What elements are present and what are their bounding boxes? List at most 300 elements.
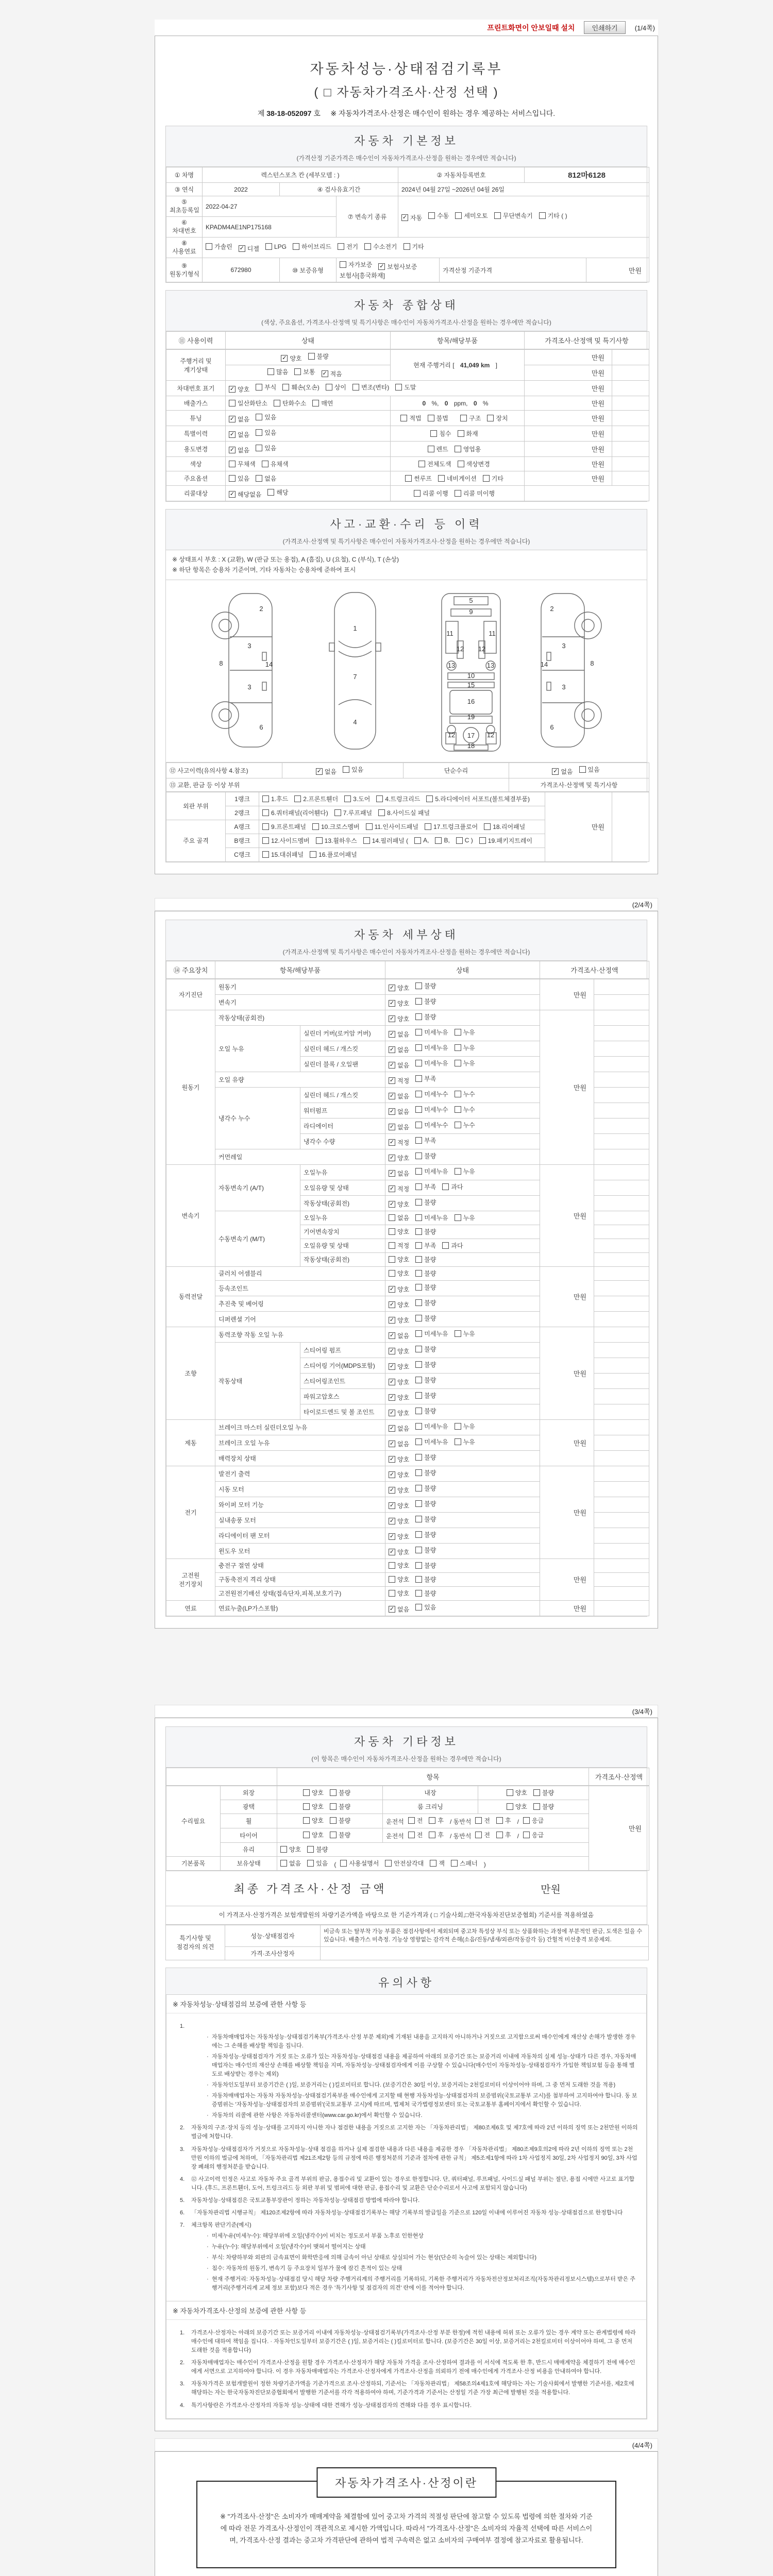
checkbox-양호[interactable]: ✓ 양호 — [389, 1486, 410, 1494]
checkbox-양호[interactable]: 양호 — [280, 1845, 301, 1854]
checkbox-양호[interactable]: 양호 — [507, 1788, 527, 1797]
checkbox-양호[interactable]: ✓ 양호 — [389, 984, 410, 992]
checkbox-불량[interactable]: 불량 — [330, 1802, 350, 1811]
car-damage-diagram — [166, 580, 647, 762]
checkbox-양호[interactable]: ✓ 양호 — [389, 1409, 410, 1417]
checkbox-미세누유[interactable]: 미세누유 — [415, 1437, 448, 1446]
table-cell: ⑧ 사용연료 — [166, 238, 203, 258]
checkbox-양호[interactable]: ✓ 양호 — [389, 1548, 410, 1556]
checkbox-미세누유[interactable]: 미세누유 — [415, 1059, 448, 1067]
checkbox-누수[interactable]: 누수 — [455, 1121, 475, 1129]
checkbox-가솔린[interactable]: 가솔린 — [206, 242, 232, 251]
state-code-legend — [166, 550, 647, 580]
checkbox-불량[interactable]: 불량 — [415, 1391, 436, 1400]
table-cell — [478, 1786, 589, 1800]
table-cell: 만원 — [589, 1786, 649, 1870]
checkbox-양호[interactable]: ✓ 양호 — [389, 1378, 410, 1386]
checkbox-양호[interactable]: 양호 — [389, 1561, 409, 1570]
checkbox-없음[interactable]: ✓ 없음 — [389, 1092, 410, 1100]
table-cell — [385, 1072, 540, 1087]
cautions-title: 유의사항 — [378, 1976, 434, 1989]
checkbox-6.쿼터패널(리어휀다)[interactable]: 6.쿼터패널(리어휀다) — [262, 808, 328, 817]
checkbox-부족[interactable]: 부족 — [415, 1074, 436, 1083]
checkbox-누수[interactable]: 누수 — [455, 1105, 475, 1114]
checkbox-불량[interactable]: 불량 — [415, 1499, 436, 1508]
table-cell: 유리 — [221, 1842, 277, 1856]
checkbox-5.라디에이터 서포트(볼트체결부품)[interactable]: 5.라디에이터 서포트(볼트체결부품) — [426, 794, 530, 803]
page-4 — [155, 2451, 658, 2576]
checkbox-불량[interactable]: 불량 — [415, 1515, 436, 1523]
diagram-part-14: 14 — [540, 660, 548, 668]
table-cell: 시동 모터 — [215, 1481, 385, 1497]
checkbox-불량[interactable]: 불량 — [415, 1406, 436, 1415]
checkbox-불법[interactable]: 불법 — [428, 414, 448, 422]
table-cell — [385, 1280, 540, 1296]
checkbox-누유[interactable]: 누유 — [455, 1329, 475, 1338]
checkbox-유채색[interactable]: 유채색 — [262, 460, 289, 468]
checkbox-후[interactable]: 후 — [429, 1816, 444, 1825]
checkbox-B,[interactable]: B, — [435, 837, 449, 844]
checkbox-상이[interactable]: 상이 — [326, 383, 346, 392]
checkbox-수동[interactable]: 수동 — [428, 211, 449, 220]
checkbox-해당없음[interactable]: ✓ 해당없음 — [229, 491, 262, 498]
table-cell: 제동 — [166, 1419, 215, 1466]
checkbox-전[interactable]: 전 — [408, 1816, 423, 1825]
checkbox-불량[interactable]: 불량 — [533, 1802, 554, 1811]
checkbox-매연[interactable]: 매연 — [312, 399, 333, 408]
checkbox-탄화수소[interactable]: 탄화수소 — [274, 399, 306, 408]
checkbox-부족[interactable]: 부족 — [415, 1136, 436, 1145]
checkbox-없음[interactable]: ✓ 없음 — [389, 1061, 410, 1069]
checkbox-과다[interactable]: 과다 — [442, 1182, 463, 1191]
checkbox-렌트[interactable]: 렌트 — [428, 445, 448, 453]
table-cell — [385, 1225, 540, 1239]
checkbox-불량[interactable]: 불량 — [415, 1376, 436, 1384]
checkbox-스패너[interactable]: 스패너 — [451, 1859, 478, 1868]
accident-ranks-table — [166, 792, 649, 862]
checkbox-장치[interactable]: 장치 — [487, 414, 508, 422]
checkbox-양호[interactable]: 양호 — [303, 1802, 324, 1811]
diagram-part-5: 5 — [468, 596, 473, 604]
table-cell: 오일유량 및 상태 — [300, 1180, 385, 1195]
table-cell: 고전원 전기장치 — [166, 1558, 215, 1600]
checkbox-전[interactable]: 전 — [408, 1831, 423, 1839]
diagram-part-1: 1 — [352, 624, 357, 632]
table-cell: ① 차명 — [166, 167, 203, 183]
checkbox-7.루프패널[interactable]: 7.루프패널 — [334, 808, 372, 817]
print-button[interactable]: 인쇄하기 — [584, 21, 625, 34]
checkbox-11.인사이드패널[interactable]: 11.인사이드패널 — [366, 822, 418, 831]
checkbox-적법[interactable]: 적법 — [400, 414, 421, 422]
diagram-part-18: 18 — [467, 741, 475, 750]
checkbox-양호[interactable]: ✓ 양호 — [389, 1015, 410, 1023]
table-cell — [594, 1450, 649, 1466]
table-cell — [226, 350, 391, 365]
checkbox-양호[interactable]: ✓ 양호 — [389, 1517, 410, 1525]
checkbox-없음[interactable]: ✓ 없음 — [389, 1108, 410, 1115]
table-cell: 항목 — [277, 1768, 589, 1785]
checkbox-부족[interactable]: 부족 — [415, 1182, 436, 1191]
checkbox-있음[interactable]: 있음 — [229, 474, 249, 483]
checkbox-양호[interactable]: 양호 — [389, 1589, 409, 1598]
table-cell: 만원 — [540, 1266, 594, 1327]
caution-item: 1. — [180, 2023, 185, 2029]
table-cell — [385, 1195, 540, 1211]
table-cell: 외장 — [221, 1786, 277, 1800]
table-cell: 운전석 전 후 / 동반석 전 후 / 응급 — [383, 1828, 589, 1842]
table-cell — [594, 1164, 649, 1180]
checkbox-C )[interactable]: C ) — [456, 837, 473, 844]
checkbox-사용설명서[interactable]: 사용설명서 — [340, 1859, 379, 1868]
caution-subitem: · 침수: 자동차의 원동기, 변속기 등 주요장치 일부가 물에 잠긴 흔적이 있는 상태 — [207, 2264, 638, 2273]
checkbox-1.후드[interactable]: 1.후드 — [262, 794, 288, 803]
checkbox-불량[interactable]: 불량 — [415, 1255, 436, 1264]
checkbox-누유[interactable]: 누유 — [455, 1213, 475, 1222]
checkbox-없음[interactable]: ✓ 없음 — [389, 1332, 410, 1340]
checkbox-양호[interactable]: ✓ 양호 — [229, 386, 250, 393]
checkbox-불량[interactable]: 불량 — [415, 1298, 436, 1307]
checkbox-자동[interactable]: ✓ 자동 — [402, 214, 423, 222]
checkbox-양호[interactable]: ✓ 양호 — [389, 1154, 410, 1162]
checkbox-부식[interactable]: 부식 — [256, 383, 276, 392]
diagram-part-8: 8 — [590, 659, 594, 667]
checkbox-있음[interactable]: 있음 — [307, 1859, 328, 1868]
checkbox-불량[interactable]: 불량 — [415, 1575, 436, 1584]
checkbox-A,[interactable]: A, — [414, 837, 429, 844]
checkbox-누유[interactable]: 누유 — [455, 1437, 475, 1446]
checkbox-세미오토[interactable]: 세미오토 — [455, 211, 488, 220]
table-cell: 없음 있음 ( 사용설명서 안전삼각대 잭 스패너 ) — [277, 1856, 589, 1870]
checkbox-9.프론트패널[interactable]: 9.프론트패널 — [262, 822, 306, 831]
checkbox-보통[interactable]: 보통 — [294, 367, 315, 376]
checkbox-미세누유[interactable]: 미세누유 — [415, 1028, 448, 1037]
table-cell: 만원 — [525, 350, 612, 365]
checkbox-양호[interactable]: ✓ 양호 — [389, 1455, 410, 1463]
checkbox-미세누유[interactable]: 미세누유 — [415, 1213, 448, 1222]
table-cell: 상태 — [226, 332, 391, 349]
checkbox-침수[interactable]: 침수 — [430, 429, 451, 438]
checkbox-불량[interactable]: 불량 — [415, 1151, 436, 1160]
table-cell: 가격조사·산정액 — [589, 1768, 649, 1785]
checkbox-19.패키지트레이[interactable]: 19.패키지트레이 — [479, 836, 532, 845]
table-cell — [391, 426, 525, 442]
section-overall-state — [165, 290, 647, 502]
checkbox-없음[interactable]: ✓ 없음 — [229, 431, 250, 438]
table-cell: 커먼레일 — [215, 1149, 385, 1164]
table-cell: 추진축 및 베어링 — [215, 1296, 385, 1311]
checkbox-없음[interactable]: ✓ 없음 — [553, 768, 573, 775]
checkbox-양호[interactable]: ✓ 양호 — [389, 1363, 410, 1370]
checkbox-양호[interactable]: 양호 — [389, 1255, 409, 1264]
checkbox-전체도색[interactable]: 전체도색 — [418, 460, 451, 468]
checkbox-불량[interactable]: 불량 — [330, 1831, 350, 1839]
checkbox-불량[interactable]: 불량 — [415, 1283, 436, 1292]
checkbox-전기[interactable]: 전기 — [338, 242, 358, 251]
checkbox-양호[interactable]: ✓ 양호 — [389, 1394, 410, 1401]
checkbox-3.도어[interactable]: 3.도어 — [344, 794, 370, 803]
table-cell: 항목/해당부품 — [391, 332, 525, 349]
checkbox-12.사이드멤버[interactable]: 12.사이드멤버 — [262, 836, 310, 845]
checkbox-기타[interactable]: 기타 — [483, 474, 503, 483]
checkbox-2.프론트휀더[interactable]: 2.프론트휀더 — [294, 794, 338, 803]
checkbox-없음[interactable]: ✓ 없음 — [389, 1123, 410, 1131]
table-cell: 만원 — [525, 457, 612, 471]
checkbox-양호[interactable]: 양호 — [389, 1269, 409, 1278]
table-cell: 만원 — [525, 442, 612, 457]
checkbox-불량[interactable]: 불량 — [415, 1561, 436, 1570]
table-cell: 광택 — [221, 1800, 277, 1814]
checkbox-적정[interactable]: ✓ 적정 — [389, 1139, 410, 1146]
checkbox-8.사이드실 패널[interactable]: 8.사이드실 패널 — [378, 808, 430, 817]
checkbox-불량[interactable]: 불량 — [415, 1589, 436, 1598]
table-cell — [594, 1103, 649, 1118]
checkbox-불량[interactable]: 불량 — [415, 981, 436, 990]
other-info-note: (이 항목은 매수인이 자동차가격조사·산정을 원하는 경우에만 적습니다) — [311, 1755, 501, 1762]
checkbox-구조[interactable]: 구조 — [460, 414, 481, 422]
checkbox-미세누유[interactable]: 미세누유 — [415, 1329, 448, 1338]
checkbox-무단변속기[interactable]: 무단변속기 — [494, 211, 533, 220]
checkbox-변조(변타)[interactable]: 변조(변타) — [352, 383, 389, 392]
checkbox-썬루프[interactable]: 썬루프 — [405, 474, 432, 483]
checkbox-도말[interactable]: 도말 — [395, 383, 416, 392]
checkbox-불량[interactable]: 불량 — [415, 1546, 436, 1554]
table-cell: 2024년 04월 27일 ~2026년 04월 26일 — [398, 183, 649, 196]
table-cell: 현재 주행거리 [ 41,049 km ] — [391, 350, 525, 381]
checkbox-없음[interactable]: ✓ 없음 — [389, 1046, 410, 1054]
checkbox-과다[interactable]: 과다 — [442, 1241, 463, 1250]
checkbox-양호[interactable]: ✓ 양호 — [389, 999, 410, 1007]
page-marker-3: (3/4쪽) — [155, 1705, 658, 1718]
checkbox-있음[interactable]: 있음 — [256, 428, 276, 437]
checkbox-있음[interactable]: 있음 — [579, 765, 600, 774]
checkbox-미세누유[interactable]: 미세누유 — [415, 1167, 448, 1176]
table-cell — [226, 471, 391, 486]
checkbox-양호[interactable]: 양호 — [303, 1831, 324, 1839]
checkbox-있음[interactable]: 있음 — [256, 444, 276, 452]
checkbox-양호[interactable]: ✓ 양호 — [282, 355, 302, 362]
checkbox-색상변경[interactable]: 색상변경 — [458, 460, 490, 468]
table-cell: 휠 — [221, 1814, 277, 1828]
checkbox-없음[interactable]: ✓ 없음 — [316, 768, 337, 775]
checkbox-없음[interactable]: ✓ 없음 — [389, 1605, 410, 1613]
checkbox-누유[interactable]: 누유 — [455, 1422, 475, 1431]
checkbox-불량[interactable]: 불량 — [415, 1227, 436, 1236]
checkbox-전[interactable]: 전 — [475, 1816, 490, 1825]
detail-state-head-table — [166, 961, 649, 979]
checkbox-없음[interactable]: ✓ 없음 — [229, 416, 250, 423]
checkbox-양호[interactable]: 양호 — [389, 1227, 409, 1236]
checkbox-16.플로어패널[interactable]: 16.플로어패널 — [310, 850, 357, 859]
checkbox-LPG[interactable]: LPG — [265, 243, 287, 250]
table-cell — [166, 1768, 277, 1785]
checkbox-불량[interactable]: 불량 — [330, 1816, 350, 1825]
table-cell — [478, 1800, 589, 1814]
diagram-part-2: 2 — [549, 604, 554, 613]
checkbox-14.필러패널 ([interactable]: 14.필러패널 ( — [363, 836, 408, 845]
checkbox-누유[interactable]: 누유 — [455, 1167, 475, 1176]
table-cell: 타이어 — [221, 1828, 277, 1842]
checkbox-불량[interactable]: 불량 — [415, 997, 436, 1006]
checkbox-전[interactable]: 전 — [475, 1831, 490, 1839]
checkbox-불량[interactable]: 불량 — [415, 1345, 436, 1353]
table-cell — [385, 1327, 540, 1342]
table-cell: 충전구 절연 상태 — [215, 1558, 385, 1572]
checkbox-적정[interactable]: 적정 — [389, 1241, 409, 1250]
checkbox-해당[interactable]: 해당 — [267, 488, 288, 497]
checkbox-미세누유[interactable]: 미세누유 — [415, 1422, 448, 1431]
price-caution-list — [166, 2320, 646, 2418]
checkbox-화재[interactable]: 화재 — [458, 429, 478, 438]
checkbox-양호[interactable]: 양호 — [389, 1575, 409, 1584]
checkbox-불량[interactable]: 불량 — [415, 1530, 436, 1539]
checkbox-기타[interactable]: 기타 — [404, 242, 424, 251]
section-cautions — [165, 1968, 647, 2419]
detail-state-title: 자동차 세부상태 — [354, 928, 459, 941]
table-cell: 전기 — [166, 1466, 215, 1558]
checkbox-불량[interactable]: 불량 — [330, 1788, 350, 1797]
checkbox-응급[interactable]: 응급 — [523, 1816, 544, 1825]
checkbox-잭[interactable]: 잭 — [430, 1859, 445, 1868]
table-cell — [385, 1149, 540, 1164]
checkbox-불량[interactable]: 불량 — [533, 1788, 554, 1797]
price-basis-note: 이 가격조사·산정가격은 보험개발원의 차량기준가액을 바탕으로 한 기준가격과 ( □ 기술사회,□한국자동차진단보증협회) 기준서를 적용하였음 — [165, 1906, 647, 1925]
checkbox-불량[interactable]: 불량 — [415, 1269, 436, 1278]
table-cell — [226, 381, 525, 396]
checkbox-불량[interactable]: 불량 — [415, 1012, 436, 1021]
checkbox-후[interactable]: 후 — [429, 1831, 444, 1839]
checkbox-없음[interactable]: 없음 — [389, 1213, 409, 1222]
checkbox-불량[interactable]: 불량 — [415, 1360, 436, 1369]
table-cell — [612, 396, 649, 411]
checkbox-없음[interactable]: ✓ 없음 — [389, 1030, 410, 1038]
checkbox-없음[interactable]: ✓ 없음 — [229, 447, 250, 454]
caution-item: 1. 가격조사·산정자는 아래의 보증기간 또는 보증거리 이내에 자동차성능·상태점검기록부(가격조사·산정 부분 한정)에 적힌 내용에 허위 또는 오류가 있는 경우 계약 또는 관계법령에 따라 매수인에 대하여 책임을 집니다. · 자동차인도일부터 보증기간은 ( )일, 보증거리는 ( )킬로미터로 합니다. (보증기간은 30일 이상, 보증거리는 2천킬로미터 이상이어야 하며, 그 중 먼저 도래한 것을 적용합니다) — [180, 2330, 636, 2354]
checkbox-양호[interactable]: ✓ 양호 — [389, 1533, 410, 1540]
checkbox-불량[interactable]: 불량 — [415, 1198, 436, 1207]
checkbox-무채색[interactable]: 무채색 — [229, 460, 256, 468]
table-cell: 1랭크 — [226, 792, 259, 806]
checkbox-적정[interactable]: ✓ 적정 — [389, 1077, 410, 1084]
checkbox-불량[interactable]: 불량 — [415, 1484, 436, 1493]
checkbox-하이브리드[interactable]: 하이브리드 — [293, 242, 331, 251]
table-cell: 작동상태 — [215, 1342, 300, 1419]
table-cell: 렉스턴스포츠 칸 (세부모델 : ) — [203, 167, 398, 183]
table-cell — [594, 1225, 649, 1239]
checkbox-없음[interactable]: ✓ 없음 — [389, 1170, 410, 1177]
checkbox-불량[interactable]: 불량 — [415, 1314, 436, 1323]
table-cell: ⑥ 차대번호 — [166, 217, 203, 238]
table-cell — [385, 1528, 540, 1543]
checkbox-양호[interactable]: ✓ 양호 — [389, 1502, 410, 1510]
checkbox-양호[interactable]: ✓ 양호 — [389, 1316, 410, 1324]
checkbox-기타 ( )[interactable]: 기타 ( ) — [539, 211, 567, 220]
checkbox-양호[interactable]: ✓ 양호 — [389, 1200, 410, 1208]
table-cell — [277, 1828, 383, 1842]
table-cell — [594, 1528, 649, 1543]
checkbox-15.대쉬패널[interactable]: 15.대쉬패널 — [262, 850, 304, 859]
checkbox-네비게이션[interactable]: 네비게이션 — [438, 474, 477, 483]
checkbox-응급[interactable]: 응급 — [523, 1831, 544, 1839]
checkbox-적음[interactable]: ✓ 적음 — [322, 370, 342, 378]
table-cell: 만원 — [525, 426, 612, 442]
checkbox-없음[interactable]: ✓ 없음 — [389, 1425, 410, 1432]
checkbox-일산화탄소[interactable]: 일산화탄소 — [229, 399, 267, 408]
checkbox-누수[interactable]: 누수 — [455, 1090, 475, 1098]
detail-state-note: (가격조사·산정액 및 특기사항은 매수인이 자동차가격조사·산정을 원하는 경우에만 적습니다) — [282, 948, 530, 956]
table-cell — [385, 1133, 540, 1149]
table-cell: 만원 — [540, 1600, 594, 1616]
checkbox-없음[interactable]: 없음 — [280, 1859, 301, 1868]
checkbox-10.크로스멤버[interactable]: 10.크로스멤버 — [312, 822, 360, 831]
table-cell — [594, 1280, 649, 1296]
table-cell — [594, 1342, 649, 1358]
checkbox-적정[interactable]: ✓ 적정 — [389, 1185, 410, 1193]
checkbox-있음[interactable]: 있음 — [256, 413, 276, 421]
checkbox-부족[interactable]: 부족 — [415, 1241, 436, 1250]
checkbox-양호[interactable]: 양호 — [303, 1816, 324, 1825]
checkbox-불량[interactable]: 불량 — [307, 1845, 328, 1854]
table-cell — [259, 792, 545, 806]
checkbox-영업용[interactable]: 영업용 — [455, 445, 481, 453]
checkbox-누유[interactable]: 누유 — [455, 1043, 475, 1052]
checkbox-있음[interactable]: 있음 — [343, 765, 363, 774]
checkbox-리콜 미이행[interactable]: 리콜 미이행 — [455, 489, 495, 498]
diagram-part-9: 9 — [468, 607, 473, 616]
table-cell: 만원 — [540, 1327, 594, 1419]
checkbox-양호[interactable]: 양호 — [507, 1802, 527, 1811]
checkbox-리콜 이행[interactable]: 리콜 이행 — [414, 489, 448, 498]
table-cell — [226, 365, 391, 381]
checkbox-많음[interactable]: 많음 — [267, 367, 288, 376]
checkbox-후[interactable]: 후 — [496, 1831, 511, 1839]
checkbox-양호[interactable]: ✓ 양호 — [389, 1471, 410, 1479]
checkbox-불량[interactable]: 불량 — [308, 352, 329, 361]
checkbox-보험사보증[interactable]: ✓ 보험사보증 — [379, 263, 417, 270]
checkbox-불량[interactable]: 불량 — [415, 1453, 436, 1462]
checkbox-없음[interactable]: 없음 — [256, 474, 276, 483]
checkbox-양호[interactable]: 양호 — [303, 1788, 324, 1797]
checkbox-미세누수[interactable]: 미세누수 — [415, 1121, 448, 1129]
checkbox-양호[interactable]: ✓ 양호 — [389, 1301, 410, 1309]
table-cell — [385, 1558, 540, 1572]
checkbox-미세누수[interactable]: 미세누수 — [415, 1090, 448, 1098]
checkbox-디젤[interactable]: ✓ 디젤 — [239, 245, 259, 252]
checkbox-있음[interactable]: 있음 — [415, 1603, 436, 1612]
table-cell: 가격조사·산정액 및 특기사항 — [509, 778, 649, 791]
checkbox-후[interactable]: 후 — [496, 1816, 511, 1825]
checkbox-수소전기[interactable]: 수소전기 — [364, 242, 397, 251]
checkbox-없음[interactable]: ✓ 없음 — [389, 1440, 410, 1448]
checkbox-4.트렁크리드[interactable]: 4.트렁크리드 — [376, 794, 420, 803]
table-cell — [612, 381, 649, 396]
checkbox-미세누유[interactable]: 미세누유 — [415, 1043, 448, 1052]
checkbox-양호[interactable]: ✓ 양호 — [389, 1347, 410, 1355]
checkbox-양호[interactable]: ✓ 양호 — [389, 1285, 410, 1293]
checkbox-누유[interactable]: 누유 — [455, 1059, 475, 1067]
page-marker-2: (2/4쪽) — [155, 898, 658, 911]
checkbox-13.휠하우스[interactable]: 13.휠하우스 — [316, 836, 357, 845]
checkbox-자가보증[interactable]: 자가보증 — [340, 260, 372, 269]
table-cell: 만원 — [525, 471, 612, 486]
checkbox-18.리어패널[interactable]: 18.리어패널 — [484, 822, 525, 831]
checkbox-누유[interactable]: 누유 — [455, 1028, 475, 1037]
checkbox-훼손(오손)[interactable]: 훼손(오손) — [282, 383, 319, 392]
checkbox-안전삼각대[interactable]: 안전삼각대 — [385, 1859, 424, 1868]
diagram-part-12: 12 — [478, 645, 485, 653]
checkbox-미세누수[interactable]: 미세누수 — [415, 1105, 448, 1114]
checkbox-불량[interactable]: 불량 — [415, 1468, 436, 1477]
checkbox-17.트렁크플로어[interactable]: 17.트렁크플로어 — [425, 822, 478, 831]
